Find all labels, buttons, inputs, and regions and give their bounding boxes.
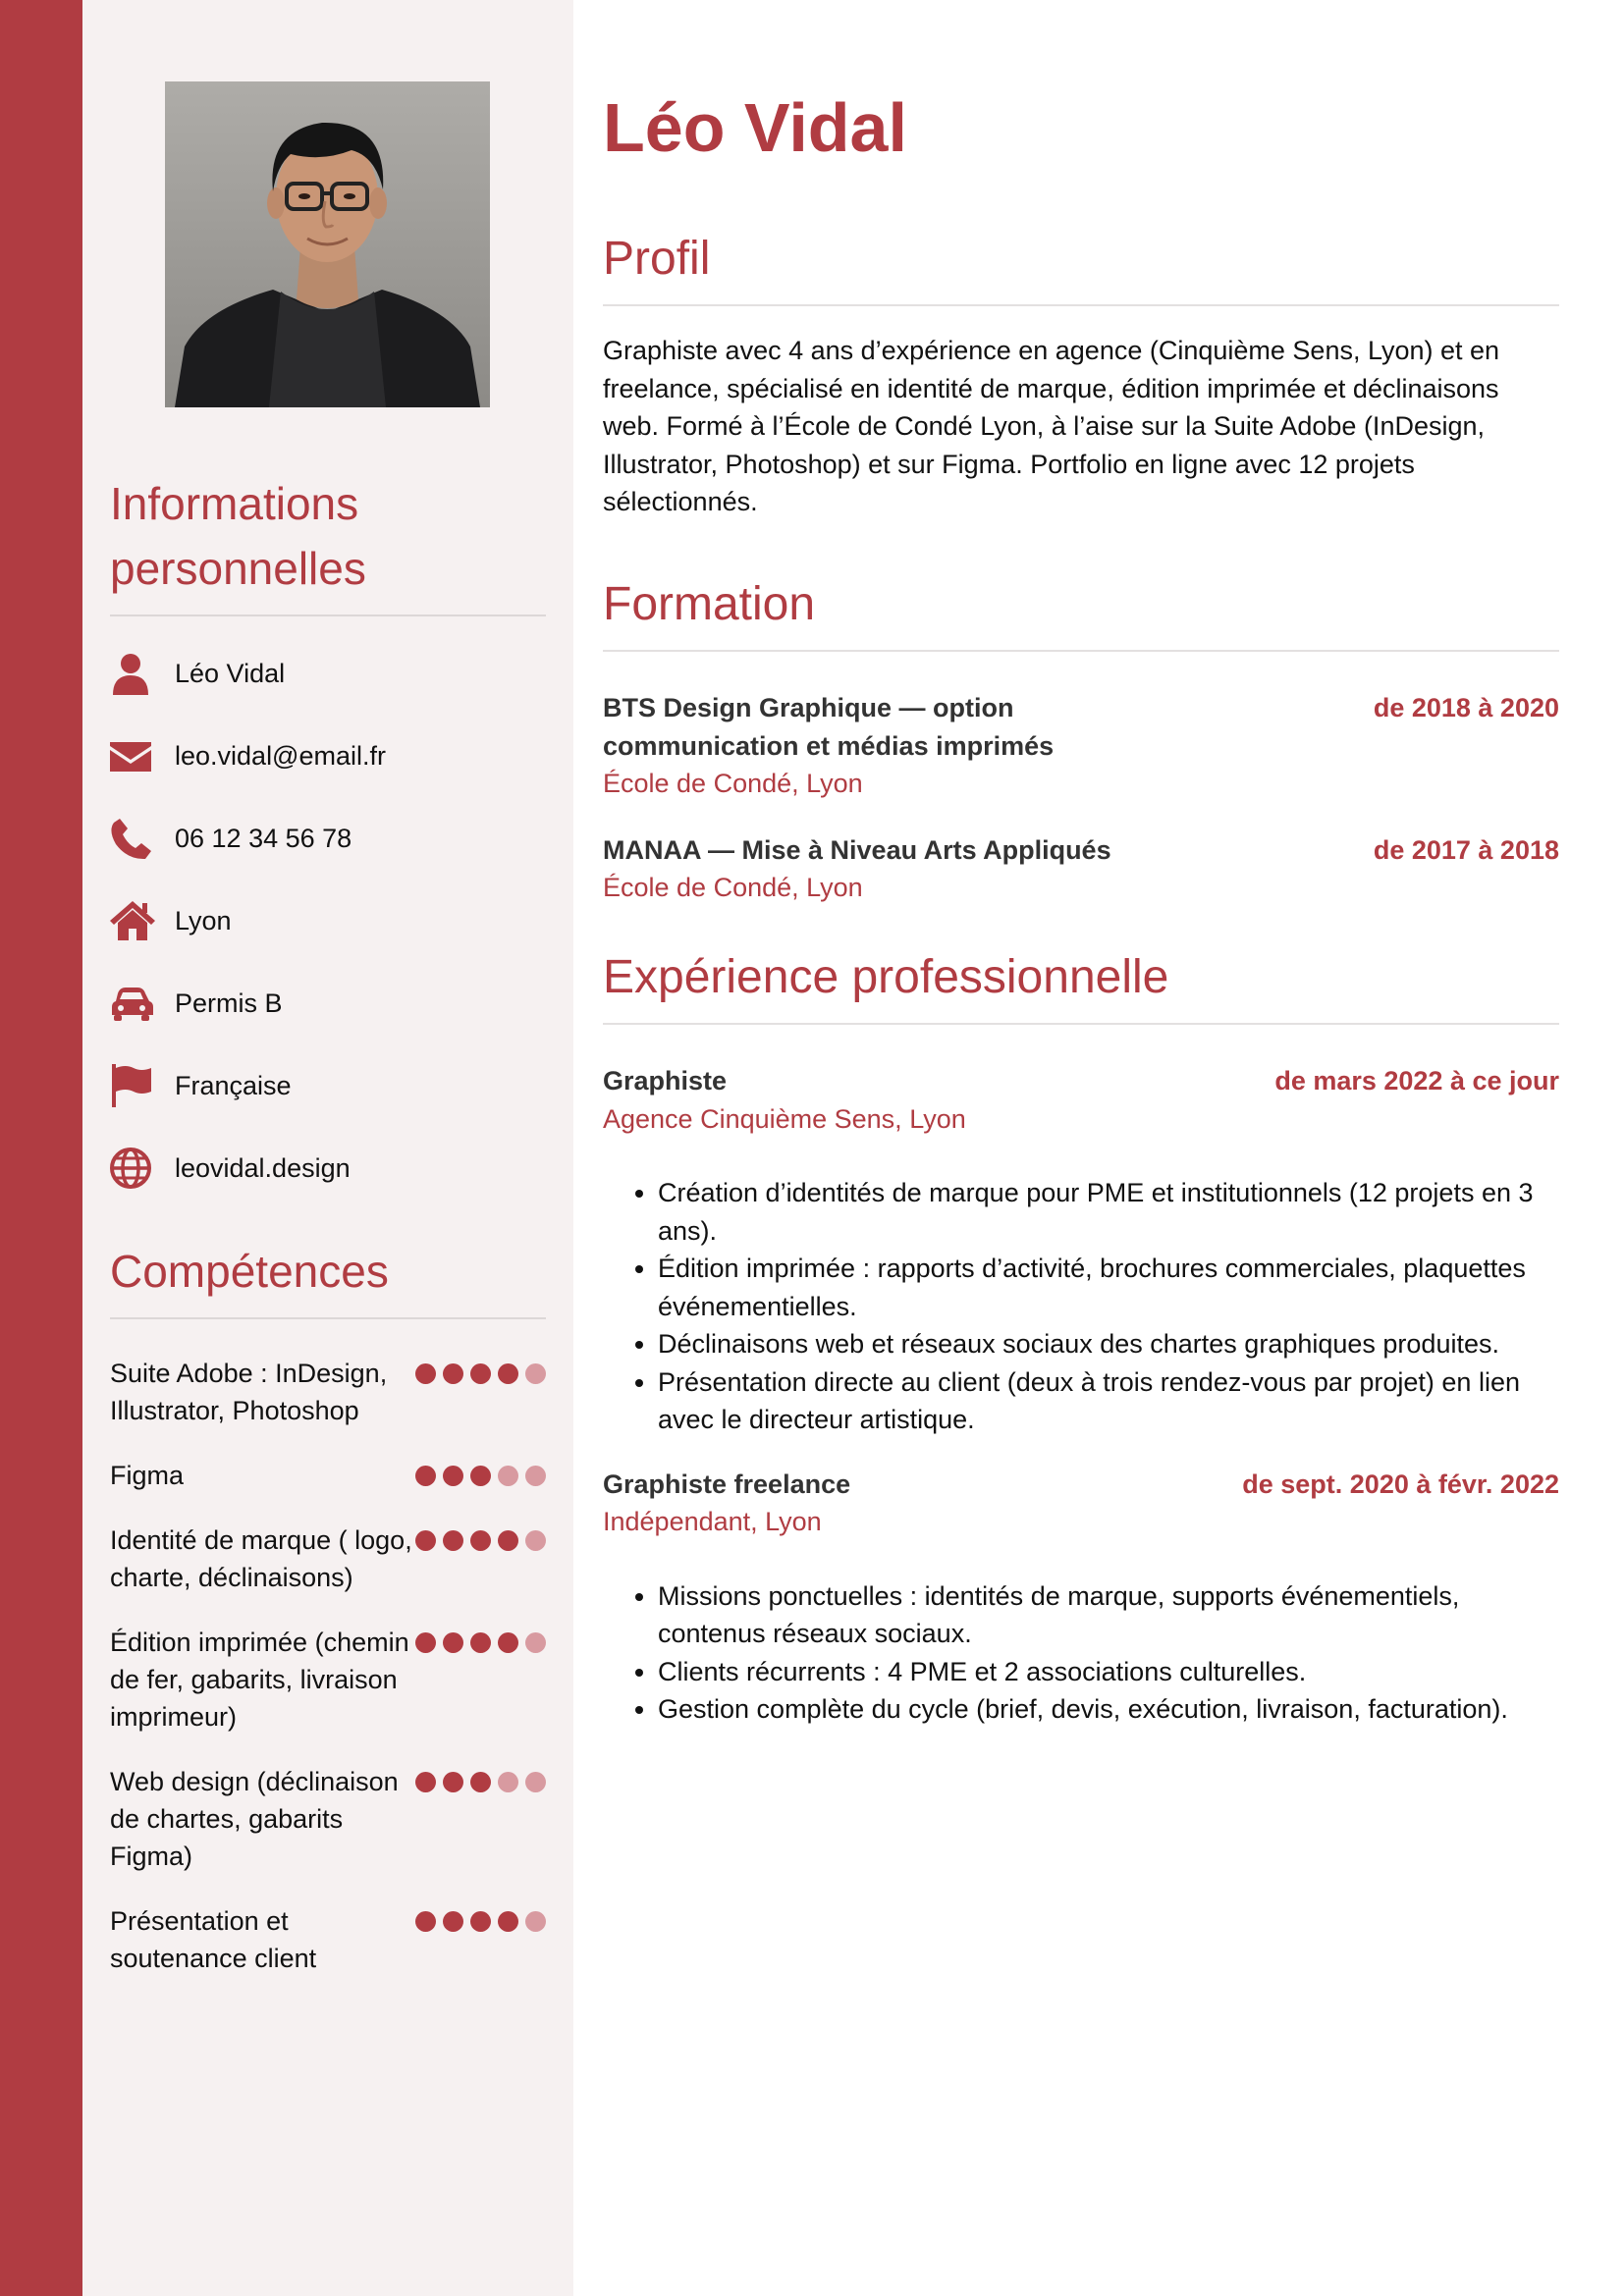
job-bullet: • Clients récurrents : 4 PME et 2 associations culturelles.	[658, 1653, 1559, 1691]
profile-text: Graphiste avec 4 ans d’expérience en agence (Cinquième Sens, Lyon) et en freelance, spécialisé en identité de marque, édition imprimée et déclinaisons web. Formé à l’École de Condé Lyon, à l’aise sur la Suite Adobe (InDesign, Illustrator, Photoshop) et sur Figma. Portfolio en ligne avec 12 projets sélectionnés.	[603, 336, 1500, 516]
skill-item	[110, 1355, 546, 1429]
degree-dates: de 2017 à 2018	[1373, 834, 1559, 865]
skill-label: Web design (déclinaison de chartes, gabarits Figma)	[110, 1767, 399, 1871]
rating-dot-filled	[415, 1911, 436, 1932]
rating-dot-empty	[525, 1632, 546, 1653]
rating-dot-filled	[443, 1363, 463, 1384]
rating-dot-filled	[470, 1363, 491, 1384]
rating-dot-filled	[470, 1632, 491, 1653]
skill-label: Suite Adobe : InDesign, Illustrator, Photoshop	[110, 1359, 388, 1425]
info-item-city	[110, 880, 546, 962]
degree-title: BTS Design Graphique — option communication et médias imprimés	[603, 693, 1055, 761]
info-text: Léo Vidal	[175, 658, 286, 688]
skill-label: Figma	[110, 1461, 185, 1490]
job-company: Agence Cinquième Sens, Lyon	[603, 1103, 966, 1134]
job-dates: de sept. 2020 à févr. 2022	[1242, 1468, 1559, 1499]
job-bullet: • Édition imprimée : rapports d’activité, brochures commerciales, plaquettes événementielles.	[658, 1250, 1559, 1325]
experience-entry	[603, 1466, 1559, 1729]
flag-icon	[110, 1064, 175, 1107]
skill-rating	[415, 1522, 546, 1551]
skills-title: Compétences	[110, 1239, 546, 1319]
degree-title: MANAA — Mise à Niveau Arts Appliqués	[603, 834, 1111, 865]
education-section	[603, 573, 1559, 907]
skill-item	[110, 1763, 546, 1875]
rating-dot-filled	[415, 1632, 436, 1653]
education-entry	[603, 689, 1559, 803]
rating-dot-filled	[415, 1772, 436, 1792]
skill-rating	[415, 1457, 546, 1486]
phone-icon	[110, 817, 175, 860]
info-text[interactable]: 06 12 34 56 78	[175, 823, 352, 853]
info-text[interactable]: leo.vidal@email.fr	[175, 740, 386, 771]
school-name: École de Condé, Lyon	[603, 769, 863, 798]
envelope-icon	[110, 734, 175, 777]
job-role: Graphiste	[603, 1066, 728, 1095]
job-dates: de mars 2022 à ce jour	[1274, 1066, 1559, 1095]
experience-section	[603, 946, 1559, 1729]
experience-title: Expérience professionnelle	[603, 946, 1559, 1025]
rating-dot-filled	[443, 1911, 463, 1932]
education-title: Formation	[603, 573, 1559, 652]
skill-rating	[415, 1763, 546, 1792]
skill-rating	[415, 1624, 546, 1653]
rating-dot-filled	[498, 1363, 518, 1384]
sidebar	[82, 0, 573, 2296]
info-text[interactable]: leovidal.design	[175, 1152, 351, 1183]
skill-rating	[415, 1902, 546, 1932]
skill-label: Édition imprimée (chemin de fer, gabarits, livraison imprimeur)	[110, 1628, 409, 1732]
info-item-license	[110, 962, 546, 1044]
info-item-name	[110, 632, 546, 715]
job-bullets	[603, 1174, 1559, 1439]
home-icon	[110, 899, 175, 942]
rating-dot-filled	[443, 1530, 463, 1551]
rating-dot-filled	[443, 1632, 463, 1653]
rating-dot-empty	[525, 1466, 546, 1486]
rating-dot-filled	[498, 1632, 518, 1653]
job-role: Graphiste freelance	[603, 1468, 851, 1499]
school-name: École de Condé, Lyon	[603, 873, 863, 902]
rating-dot-empty	[525, 1363, 546, 1384]
profile-title: Profil	[603, 228, 1559, 306]
skill-item	[110, 1522, 546, 1596]
job-bullets	[603, 1577, 1559, 1729]
job-bullet: • Création d’identités de marque pour PME et institutionnels (12 projets en 3 ans).	[658, 1174, 1559, 1250]
skill-label: Présentation et soutenance client	[110, 1906, 317, 1973]
globe-icon	[110, 1147, 175, 1190]
rating-dot-filled	[470, 1530, 491, 1551]
experience-entry	[603, 1062, 1559, 1439]
rating-dot-filled	[498, 1911, 518, 1932]
skill-item	[110, 1624, 546, 1735]
info-text: Française	[175, 1070, 292, 1100]
rating-dot-empty	[498, 1466, 518, 1486]
rating-dot-filled	[443, 1772, 463, 1792]
info-item-email	[110, 715, 546, 797]
skill-rating	[415, 1355, 546, 1384]
info-text: Lyon	[175, 905, 232, 935]
rating-dot-filled	[415, 1530, 436, 1551]
profile-photo	[165, 81, 490, 407]
accent-bar	[0, 0, 82, 2296]
job-bullet: • Gestion complète du cycle (brief, devis, exécution, livraison, facturation).	[658, 1690, 1559, 1729]
rating-dot-filled	[470, 1911, 491, 1932]
rating-dot-filled	[470, 1772, 491, 1792]
rating-dot-filled	[470, 1466, 491, 1486]
info-item-website	[110, 1127, 546, 1209]
rating-dot-filled	[498, 1530, 518, 1551]
job-bullet: • Missions ponctuelles : identités de marque, supports événementiels, contenus réseaux sociaux.	[658, 1577, 1559, 1653]
candidate-name: Léo Vidal	[603, 89, 907, 166]
job-bullet: • Déclinaisons web et réseaux sociaux des chartes graphiques produites.	[658, 1325, 1559, 1363]
rating-dot-filled	[443, 1466, 463, 1486]
skill-item	[110, 1457, 546, 1494]
job-bullet: • Présentation directe au client (deux à trois rendez-vous par projet) en lien avec le directeur artistique.	[658, 1363, 1559, 1439]
person-icon	[110, 652, 175, 695]
personal-info-title: Informations personnelles	[110, 471, 546, 616]
rating-dot-filled	[415, 1363, 436, 1384]
skill-label: Identité de marque ( logo, charte, déclinaisons)	[110, 1525, 412, 1592]
rating-dot-empty	[525, 1772, 546, 1792]
skill-item	[110, 1902, 546, 1977]
rating-dot-empty	[525, 1911, 546, 1932]
rating-dot-empty	[525, 1530, 546, 1551]
skills-section	[110, 1239, 546, 2004]
skills-list	[110, 1355, 546, 1977]
info-item-nationality	[110, 1044, 546, 1127]
job-company: Indépendant, Lyon	[603, 1507, 822, 1536]
car-icon	[110, 982, 175, 1025]
rating-dot-filled	[415, 1466, 436, 1486]
profile-section	[603, 228, 1559, 521]
info-text: Permis B	[175, 988, 283, 1018]
personal-info-section	[110, 471, 546, 1209]
personal-info-list	[110, 632, 546, 1209]
info-item-phone	[110, 797, 546, 880]
degree-dates: de 2018 à 2020	[1373, 693, 1559, 722]
rating-dot-empty	[498, 1772, 518, 1792]
education-entry	[603, 831, 1559, 907]
